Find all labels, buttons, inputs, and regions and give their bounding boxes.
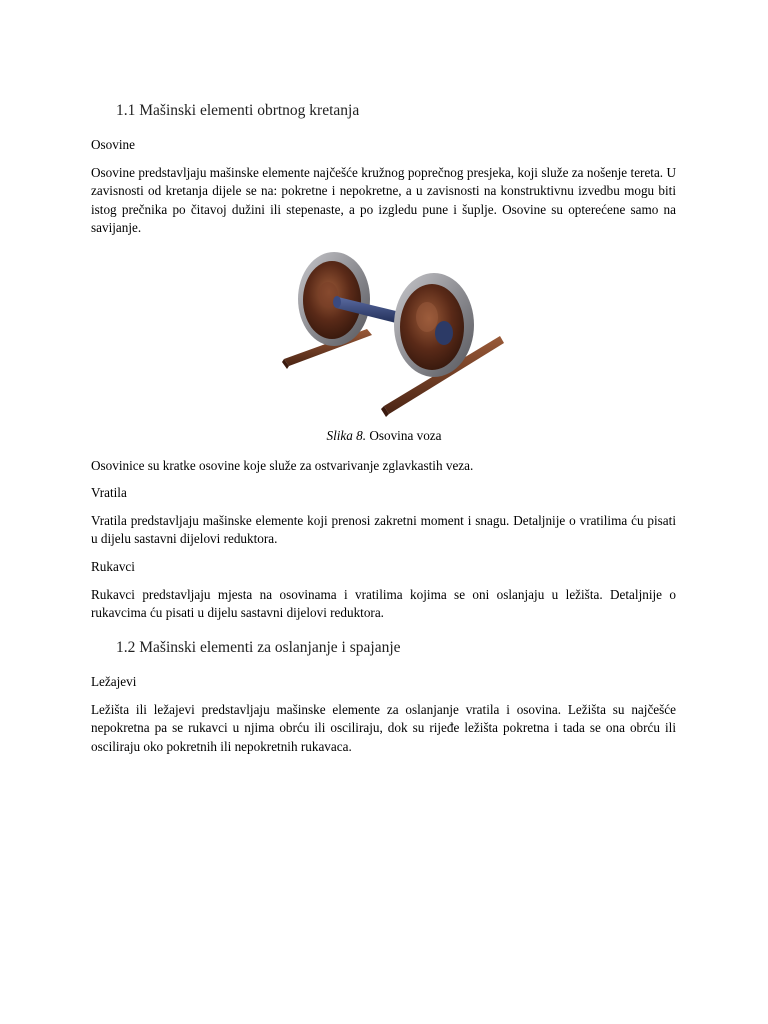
figure-caption [0, 428, 768, 444]
paragraph-osovinice: Osovinice su kratke osovine koje služe za ostvarivanje zglavkastih veza. [91, 458, 474, 473]
figure-caption-text: Osovina voza [369, 428, 442, 443]
paragraph-osovine: Osovine predstavljaju mašinske elemente najčešće kružnog poprečnog presjeka, koji služe za nošenje tereta. U zavisnosti od kretanja dijele se na: pokretne i nepokretne, a u zavisnosti na konstruktivnu izvedbu mogu biti istog prečnika po čitavoj dužini ili stepenaste, a po izgledu pune i šuplje. Osovine su opterećene samo na savijanje. [91, 165, 676, 235]
section-heading-1-2: 1.2 Mašinski elementi za oslanjanje i spajanje [116, 639, 401, 656]
subheading-lezajevi: Ležajevi [91, 674, 137, 689]
paragraph-rukavci: Rukavci predstavljaju mjesta na osovinama i vratilima kojima se oni oslanjaju u ležišta. Detaljnije o rukavcima ću pisati u dijelu sastavni dijelovi reduktora. [91, 587, 676, 621]
subheading-vratila: Vratila [91, 485, 127, 500]
figure-caption-label: Slika 8. [326, 428, 367, 443]
wheel-front [394, 273, 474, 377]
train-axle-image [272, 251, 508, 421]
paragraph-lezajevi: Ležišta ili ležajevi predstavljaju mašinske elemente za oslanjanje vratila i osovina. Ležišta su najčešće nepokretna pa se rukavci u njima obrću ili osciliraju, dok su rijeđe ležišta pokretna i tada se ona obrću ili osciliraju oko pokretnih ili nepokretnih rukavaca. [91, 702, 676, 754]
subheading-osovine: Osovine [91, 137, 135, 152]
subheading-rukavci: Rukavci [91, 559, 135, 574]
paragraph-vratila: Vratila predstavljaju mašinske elemente koji prenosi zakretni moment i snagu. Detaljnije o vratilima ću pisati u dijelu sastavni dijelovi reduktora. [91, 513, 676, 547]
section-heading-1-1: 1.1 Mašinski elementi obrtnog kretanja [116, 102, 360, 119]
train-axle-figure [272, 251, 508, 421]
